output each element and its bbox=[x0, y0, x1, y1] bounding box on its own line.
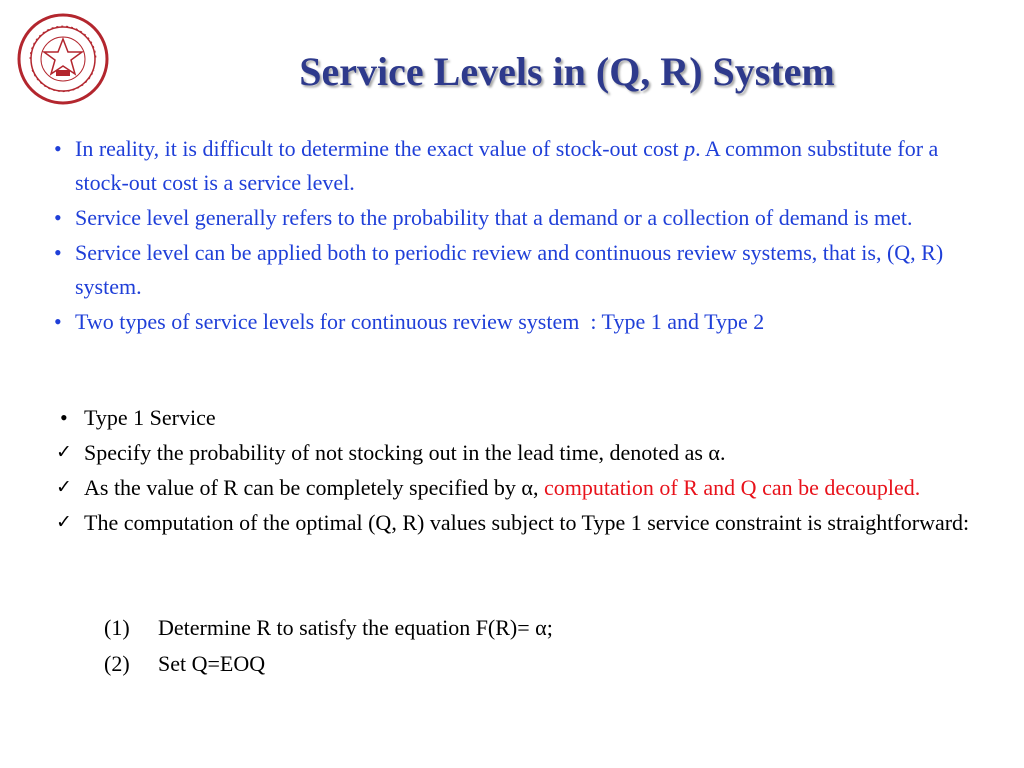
check-text-2-highlight: computation of R and Q can be decoupled. bbox=[543, 475, 921, 500]
list-item bbox=[56, 435, 976, 470]
type1-heading: Type 1 Service bbox=[84, 405, 216, 430]
bullet-text-2: Service level generally refers to the probability that a demand or a collection of demand is met. bbox=[75, 205, 913, 230]
check-text-3: The computation of the optimal (Q, R) values subject to Type 1 service constraint is straightforward: bbox=[84, 510, 970, 535]
list-item bbox=[54, 305, 984, 339]
list-item bbox=[56, 400, 976, 435]
bullet-dot: • bbox=[60, 405, 68, 430]
checkmark-icon: ✓ bbox=[56, 511, 72, 533]
bullet-text-1a: In reality, it is difficult to determine the exact value of stock-out cost bbox=[75, 136, 685, 161]
check-text-1: Specify the probability of not stocking out in the lead time, denoted as α. bbox=[84, 440, 726, 465]
step-item-2 bbox=[104, 646, 265, 681]
type1-service-list bbox=[56, 400, 976, 540]
list-item bbox=[54, 236, 984, 304]
bullet-text-4: Two types of service levels for continuous review system : Type 1 and Type 2 bbox=[75, 309, 765, 334]
bullet-dot: • bbox=[54, 205, 62, 230]
bullet-dot: • bbox=[54, 240, 62, 265]
list-item bbox=[56, 470, 976, 505]
step-text: Set Q=EOQ bbox=[158, 651, 266, 676]
bullet-dot: • bbox=[54, 309, 62, 334]
list-item bbox=[56, 505, 976, 540]
checkmark-icon: ✓ bbox=[56, 476, 72, 498]
checkmark-icon: ✓ bbox=[56, 441, 72, 463]
step-number: (1) bbox=[104, 615, 130, 640]
stockout-cost-symbol: p bbox=[684, 136, 696, 161]
step-item-1 bbox=[104, 610, 553, 645]
slide-title: Service Levels in (Q, R) System bbox=[299, 49, 835, 94]
check-text-2: As the value of R can be completely specified by α, bbox=[84, 475, 544, 500]
bullet-text-1b: . A common substitute for a stock-out cost is a service level. bbox=[75, 136, 939, 195]
list-item bbox=[54, 132, 984, 200]
step-text: Determine R to satisfy the equation F(R)= α; bbox=[158, 615, 553, 640]
bullet-text-3: Service level can be applied both to periodic review and continuous review systems, that is, (Q, R) system. bbox=[75, 240, 944, 299]
step-number: (2) bbox=[104, 651, 130, 676]
list-item bbox=[54, 201, 984, 235]
intro-bullet-list bbox=[54, 132, 984, 340]
bullet-dot: • bbox=[54, 136, 62, 161]
